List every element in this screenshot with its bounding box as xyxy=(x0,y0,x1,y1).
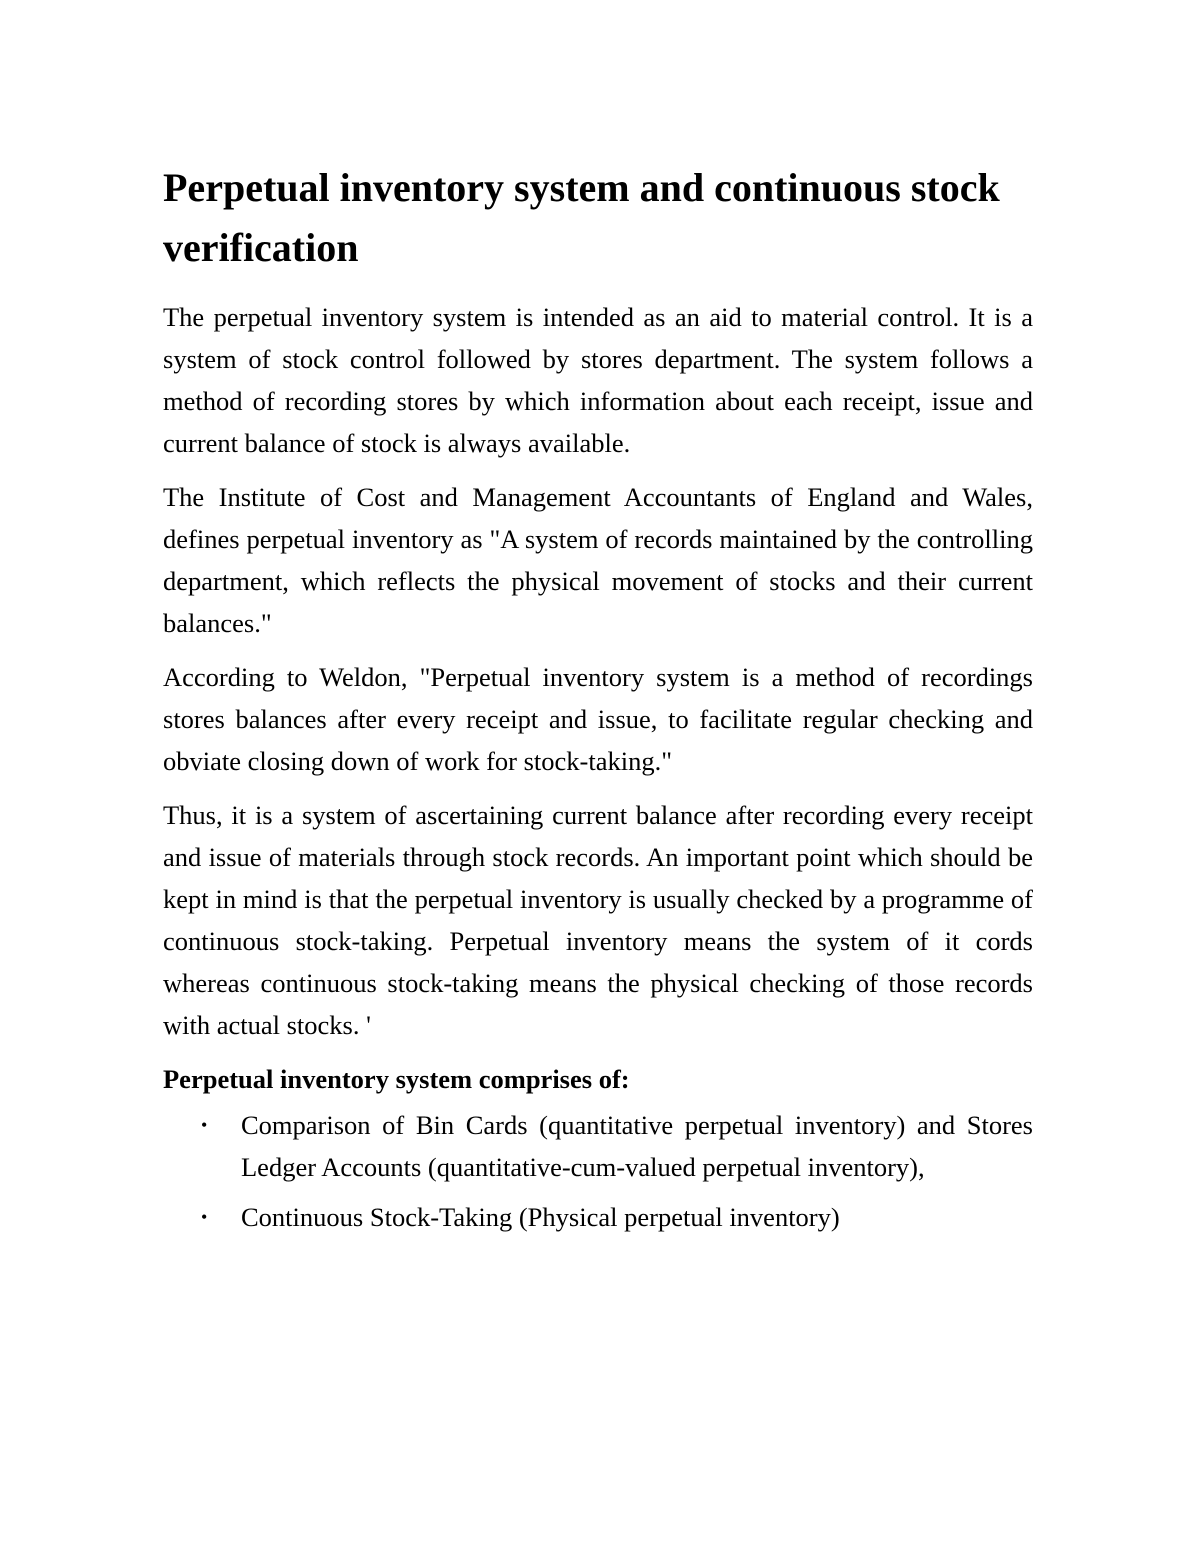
paragraph-definition: The perpetual inventory system is intended as an aid to material control. It is a system of stock control followed by stores department. The system follows a method of recording stores by which information about each receipt, issue and current balance of stock is always available. xyxy=(163,302,1033,458)
list-item xyxy=(201,1104,1033,1188)
list-item-text: Comparison of Bin Cards (quantitative perpetual inventory) and Stores Ledger Accounts (quantitative-cum-valued perpetual inventory), xyxy=(241,1110,1033,1182)
bullet-icon: • xyxy=(201,1207,208,1227)
list-item xyxy=(201,1196,1033,1238)
components-heading: Perpetual inventory system comprises of: xyxy=(163,1064,630,1094)
list-item-text: Continuous Stock-Taking (Physical perpetual inventory) xyxy=(241,1202,840,1232)
components-list xyxy=(163,1104,1033,1238)
bullet-icon: • xyxy=(201,1115,208,1135)
document-page xyxy=(163,158,1033,1246)
document-title: Perpetual inventory system and continuous stock verification xyxy=(163,165,1000,270)
paragraph-weldon-quote: According to Weldon, "Perpetual inventory system is a method of recordings stores balances after every receipt and issue, to facilitate regular checking and obviate closing down of work for stock-taking." xyxy=(163,662,1033,776)
paragraph-icma-definition: The Institute of Cost and Management Accountants of England and Wales, defines perpetual inventory as "A system of records maintained by the controlling department, which reflects the physical movement of stocks and their current balances." xyxy=(163,482,1033,638)
paragraph-summary: Thus, it is a system of ascertaining current balance after recording every receipt and issue of materials through stock records. An important point which should be kept in mind is that the perpetual inventory is usually checked by a programme of continuous stock-taking. Perpetual inventory means the system of it cords whereas continuous stock-taking means the physical checking of those records with actual stocks. ' xyxy=(163,800,1033,1040)
